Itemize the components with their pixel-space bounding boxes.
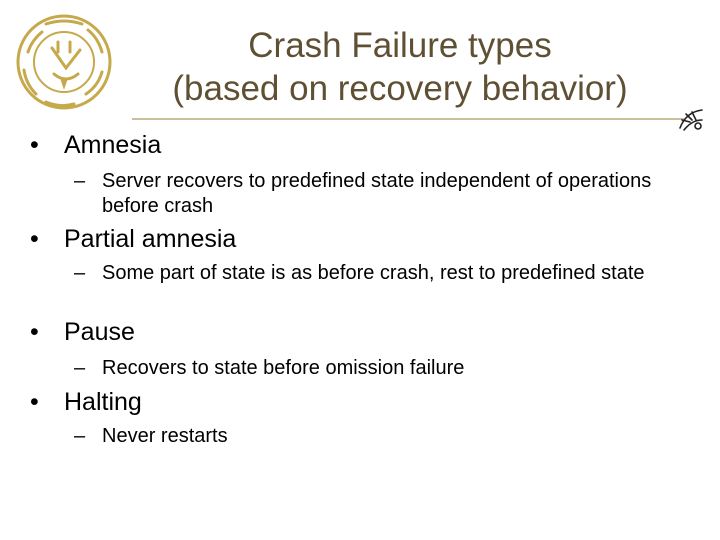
bullet-glyph: • (30, 318, 39, 346)
list-item (30, 317, 135, 347)
list-item (30, 130, 161, 160)
dash-glyph: – (74, 357, 86, 379)
bullet-glyph: • (30, 131, 39, 159)
sub-item (74, 356, 674, 381)
sub-item-text: Recovers to state before omission failure (102, 357, 465, 379)
dash-glyph: – (74, 170, 86, 192)
list-item (30, 387, 142, 417)
list-item-text: Pause (64, 318, 135, 346)
sub-item-text: Server recovers to predefined state independent of operations before crash (102, 170, 652, 217)
sub-item (74, 261, 674, 286)
sub-item (74, 169, 674, 219)
sub-item-text: Never restarts (102, 425, 228, 447)
list-item-text: Amnesia (64, 131, 162, 159)
title-line-2: (based on recovery behavior) (172, 69, 628, 108)
sub-item-text: Some part of state is as before crash, rest to predefined state (102, 262, 645, 284)
dash-glyph: – (74, 262, 86, 284)
bullet-glyph: • (30, 388, 39, 416)
bullet-glyph: • (30, 225, 39, 253)
title-line-1: Crash Failure types (248, 26, 552, 65)
list-item-text: Partial amnesia (64, 225, 237, 253)
sub-item (74, 424, 674, 449)
list-item (30, 224, 236, 254)
list-item-text: Halting (64, 388, 142, 416)
dash-glyph: – (74, 425, 86, 447)
